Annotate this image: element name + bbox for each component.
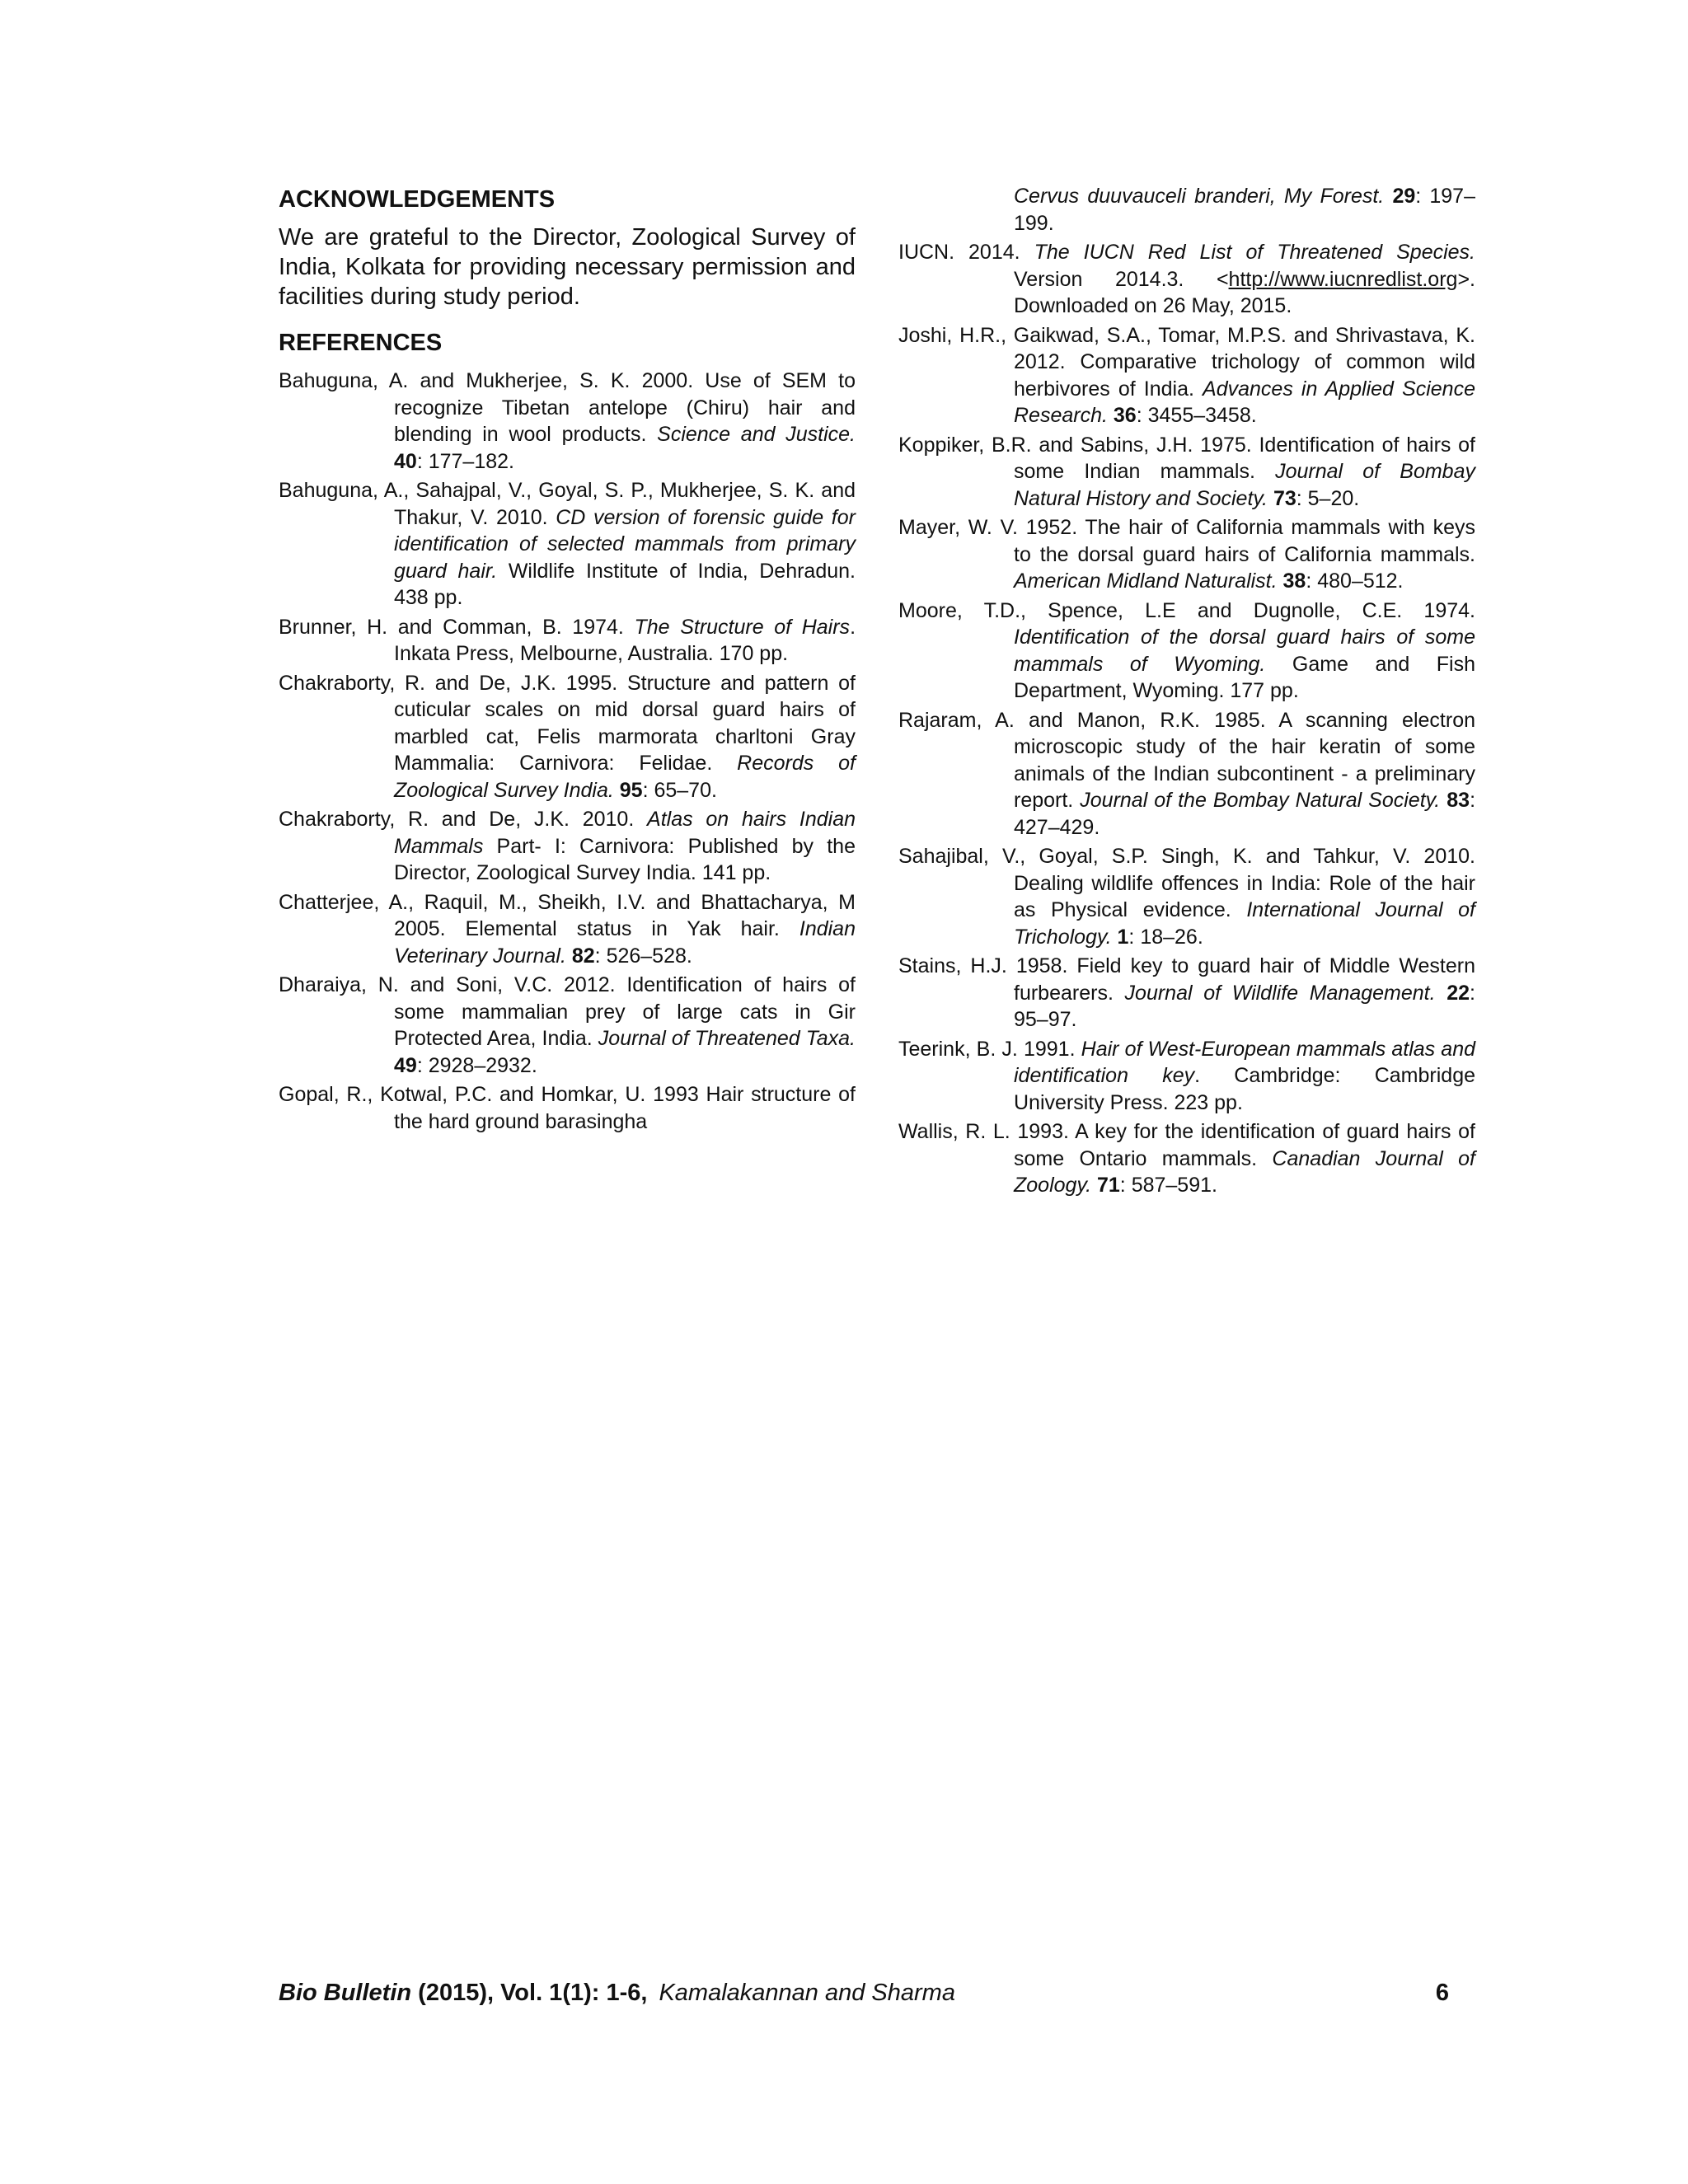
reference-title: Science and Justice.	[657, 423, 856, 446]
reference-volume: 83	[1447, 789, 1470, 812]
reference-title: Cervus duuvauceli branderi, My Forest.	[1014, 185, 1385, 208]
reference-authors: Bahuguna, A. and Mukherjee, S. K. 2000. Use of SEM to recognize Tibetan antelope (Chiru) hair and blending in wool products.	[279, 369, 856, 446]
reference-pages: : 480–512.	[1306, 569, 1404, 593]
reference-title: Hair of West-European mammals atlas and identification key	[1014, 1037, 1476, 1087]
reference-rest: >. Downloaded on 26 May, 2015.	[1014, 267, 1475, 317]
reference-item	[898, 953, 1475, 1033]
reference-authors: Moore, T.D., Spence, L.E and Dugnolle, C.E. 1974.	[898, 598, 1475, 622]
reference-authors: Joshi, H.R., Gaikwad, S.A., Tomar, M.P.S. and Shrivastava, K. 2012. Comparative trichology of common wild herbivores of India.	[898, 323, 1475, 401]
reference-rest: . Cambridge: Cambridge University Press. 223 pp.	[1014, 1064, 1476, 1114]
reference-item	[898, 322, 1475, 429]
reference-title: Atlas on hairs Indian Mammals	[394, 808, 856, 858]
reference-item	[279, 477, 856, 612]
reference-item	[898, 598, 1475, 705]
reference-authors: Chatterjee, A., Raquil, M., Sheikh, I.V. and Bhattacharya, M 2005. Elemental status in Yak hair.	[279, 890, 856, 940]
reference-title: Journal of Wildlife Management.	[1124, 981, 1436, 1005]
reference-volume: 22	[1447, 981, 1470, 1005]
reference-pages: : 5–20.	[1296, 486, 1360, 510]
reference-item	[279, 670, 856, 804]
reference-volume: 49	[394, 1053, 417, 1077]
reference-authors: Wallis, R. L. 1993. A key for the identification of guard hairs of some Ontario mammals.	[898, 1120, 1475, 1170]
reference-title: CD version of forensic guide for identification of selected mammals from primary guard hair.	[394, 505, 856, 583]
reference-item	[279, 1081, 856, 1135]
references-list-right	[898, 239, 1475, 1199]
reference-item	[279, 889, 856, 970]
reference-pages: : 427–429.	[1014, 789, 1476, 839]
reference-title: The IUCN Red List of Threatened Species.	[1034, 241, 1475, 264]
reference-pages: : 587–591.	[1119, 1174, 1217, 1197]
acknowledgements-heading: ACKNOWLEDGEMENTS	[279, 186, 556, 213]
reference-authors: Chakraborty, R. and De, J.K. 2010.	[279, 808, 648, 831]
reference-title: Identification of the dorsal guard hairs of some mammals of Wyoming.	[1014, 626, 1475, 676]
reference-item	[898, 707, 1475, 841]
reference-volume: 36	[1113, 404, 1137, 427]
reference-rest: . Inkata Press, Melbourne, Australia. 170 pp.	[394, 615, 856, 665]
reference-item	[898, 432, 1475, 513]
reference-volume: 73	[1273, 486, 1296, 510]
reference-item	[279, 368, 856, 475]
reference-rest: Game and Fish Department, Wyoming. 177 pp.	[1014, 652, 1476, 702]
reference-title: Indian Veterinary Journal.	[394, 917, 856, 968]
reference-pages: : 526–528.	[594, 944, 692, 968]
reference-title: Canadian Journal of Zoology.	[1014, 1146, 1475, 1197]
footer-volume: (2015), Vol. 1(1): 1-6,	[411, 1980, 648, 2006]
reference-authors: Teerink, B. J. 1991.	[898, 1037, 1081, 1061]
reference-pages: : 177–182.	[416, 449, 514, 473]
reference-authors: Dharaiya, N. and Soni, V.C. 2012. Identification of hairs of some mammalian prey of large cats in Gir Protected Area, India.	[279, 973, 856, 1050]
reference-rest: Version 2014.3. <	[1014, 267, 1229, 291]
reference-item	[279, 614, 856, 668]
reference-item	[898, 514, 1475, 595]
reference-item	[279, 972, 856, 1079]
reference-title: Journal of Threatened Taxa.	[598, 1027, 856, 1050]
footer-journal-name: Bio Bulletin	[279, 1980, 412, 2006]
acknowledgements-text: We are grateful to the Director, Zoological Survey of India, Kolkata for providing necessary permission and facilities during study period.	[279, 224, 856, 310]
reference-authors: Rajaram, A. and Manon, R.K. 1985. A scanning electron microscopic study of the hair keratin of some animals of the Indian subcontinent - a preliminary report.	[898, 708, 1475, 812]
reference-authors: Brunner, H. and Comman, B. 1974.	[279, 615, 635, 639]
reference-item	[279, 806, 856, 887]
reference-authors: Mayer, W. V. 1952. The hair of California mammals with keys to the dorsal guard hairs of California mammals.	[898, 516, 1475, 566]
references-list-left	[279, 368, 856, 1135]
reference-volume: 82	[571, 944, 595, 968]
reference-title: International Journal of Trichology.	[1014, 898, 1475, 949]
reference-item	[898, 239, 1475, 320]
reference-volume: 1	[1117, 925, 1129, 949]
reference-pages: : 18–26.	[1128, 925, 1203, 949]
footer-authors: Kamalakannan and Sharma	[659, 1980, 955, 2006]
reference-item	[898, 1036, 1475, 1117]
reference-title: Journal of the Bombay Natural Society.	[1080, 789, 1441, 812]
reference-volume: 38	[1282, 569, 1306, 593]
reference-authors: Chakraborty, R. and De, J.K. 1995. Structure and pattern of cuticular scales on mid dorsal guard hairs of marbled cat, Felis marmorata charltoni Gray Mammalia: Carnivora: Felidae.	[279, 671, 856, 775]
reference-authors: Stains, H.J. 1958. Field key to guard hair of Middle Western furbearers.	[898, 954, 1475, 1005]
reference-authors: Sahajibal, V., Goyal, S.P. Singh, K. and Tahkur, V. 2010. Dealing wildlife offences in India: Role of the hair as Physical evidence.	[898, 845, 1475, 921]
reference-volume: 71	[1096, 1174, 1120, 1197]
page-number: 6	[1435, 1980, 1449, 2006]
left-column	[279, 183, 856, 1137]
reference-pages: : 65–70.	[642, 778, 717, 802]
right-column	[898, 183, 1475, 1202]
references-heading: REFERENCES	[279, 330, 443, 356]
reference-title: Advances in Applied Science Research.	[1014, 377, 1475, 427]
reference-title: American Midland Naturalist.	[1014, 569, 1278, 593]
reference-pages: : 95–97.	[1014, 981, 1475, 1031]
reference-volume: 40	[394, 449, 417, 473]
reference-item	[898, 1118, 1475, 1199]
reference-pages: : 197–199.	[1014, 185, 1475, 235]
reference-pages: : 2928–2932.	[416, 1053, 537, 1077]
page-footer	[279, 1976, 1449, 2009]
reference-authors: IUCN. 2014.	[898, 241, 1034, 264]
reference-rest: Wildlife Institute of India, Dehradun. 438 pp.	[394, 559, 856, 609]
reference-authors: Gopal, R., Kotwal, P.C. and Homkar, U. 1993 Hair structure of the hard ground barasingha	[279, 1083, 856, 1133]
reference-pages: : 3455–3458.	[1136, 404, 1257, 427]
reference-link[interactable]: http://www.iucnredlist.org	[1228, 267, 1458, 291]
reference-item	[898, 843, 1475, 950]
reference-volume: 29	[1392, 185, 1416, 208]
reference-authors: Koppiker, B.R. and Sabins, J.H. 1975. Identification of hairs of some Indian mammals.	[898, 433, 1475, 483]
reference-rest: Part- I: Carnivora: Published by the Director, Zoological Survey India. 141 pp.	[394, 834, 856, 884]
reference-title: Journal of Bombay Natural History and Society.	[1014, 460, 1475, 510]
reference-volume: 95	[619, 778, 643, 802]
reference-title: Records of Zoological Survey India.	[394, 752, 856, 802]
reference-authors: Bahuguna, A., Sahajpal, V., Goyal, S. P., Mukherjee, S. K. and Thakur, V. 2010.	[279, 479, 856, 529]
reference-title: The Structure of Hairs	[634, 615, 851, 639]
reference-continuation	[898, 183, 1475, 237]
